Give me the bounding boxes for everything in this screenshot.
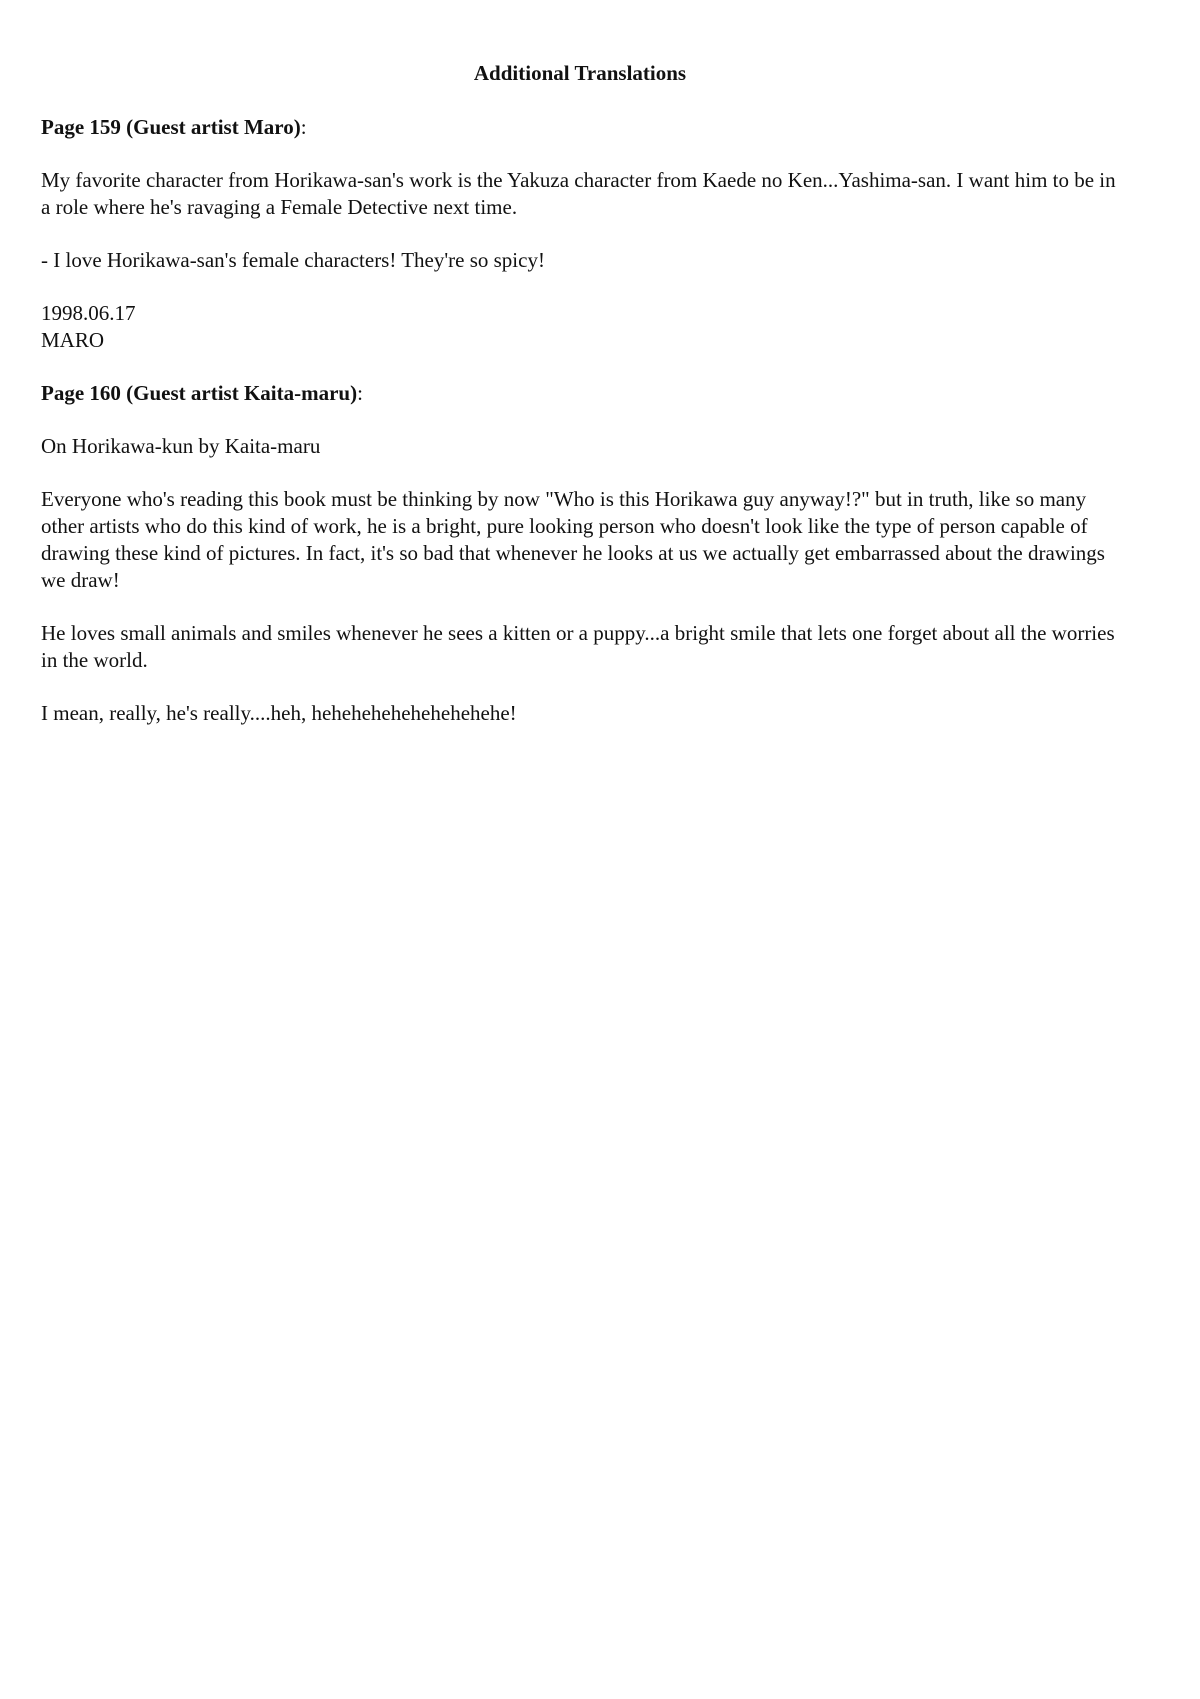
section-heading-text: Page 159 (Guest artist Maro) (41, 115, 301, 139)
kaita-maru-subtitle: On Horikawa-kun by Kaita-maru (41, 434, 321, 458)
document-body (41, 114, 1121, 753)
signature-date: 1998.06.17 (41, 301, 136, 325)
section-heading-colon: : (357, 381, 363, 405)
kaita-maru-paragraph-small-animals: He loves small animals and smiles whenever he sees a kitten or a puppy...a bright smile that lets one forget about all the worries in the world. (41, 621, 1115, 672)
kaita-maru-paragraph-who-is-horikawa: Everyone who's reading this book must be thinking by now "Who is this Horikawa guy anyway!?" but in truth, like so many other artists who do this kind of work, he is a bright, pure looking person who doesn't look like the type of person capable of drawing these kind of pictures. In fact, it's so bad that whenever he looks at us we actually get embarrassed about the drawings we draw! (41, 487, 1105, 592)
document-title: Additional Translations (473, 61, 687, 85)
section-heading-page-160 (41, 380, 1121, 407)
section-heading-colon: : (300, 115, 307, 139)
signature-author: MARO (41, 328, 105, 352)
maro-paragraph-favorite-character: My favorite character from Horikawa-san's work is the Yakuza character from Kaede no Ken...Yashima-san. I want him to be in a role where he's ravaging a Female Detective next time. (41, 168, 1116, 219)
section-heading-page-159 (41, 114, 1121, 141)
section-heading-text: Page 160 (Guest artist Kaita-maru) (41, 381, 358, 405)
maro-signature (41, 300, 1121, 354)
maro-paragraph-female-characters: - I love Horikawa-san's female characters! They're so spicy! (41, 248, 545, 272)
kaita-maru-paragraph-laugh: I mean, really, he's really....heh, hehehehehehehehehehe! (41, 701, 517, 725)
